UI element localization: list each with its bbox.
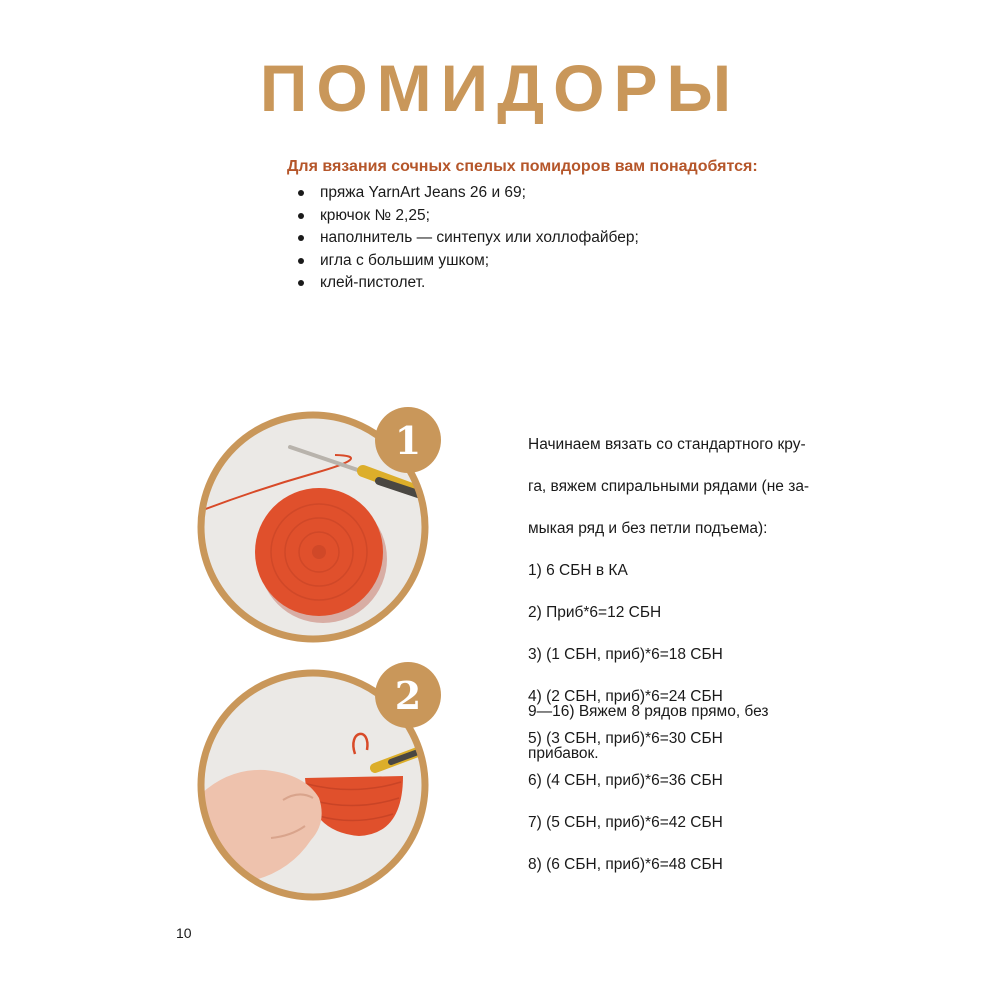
step-2-photo (195, 650, 455, 910)
step-2-instructions (528, 680, 848, 785)
step-1-line: 5) (3 СБН, приб)*6=30 СБН (528, 730, 723, 747)
materials-heading: Для вязания сочных спелых помидоров вам понадобятся: (287, 158, 758, 175)
materials-list (292, 182, 639, 295)
materials-item: пряжа YarnArt Jeans 26 и 69; (292, 182, 639, 205)
step-1-line: 7) (5 СБН, приб)*6=42 СБН (528, 814, 723, 831)
step-1-line: 3) (1 СБН, приб)*6=18 СБН (528, 646, 723, 663)
step-1-line: 1) 6 СБН в КА (528, 562, 628, 579)
step-2-line: прибавок. (528, 745, 599, 762)
step-2-line: 9—16) Вяжем 8 рядов прямо, без (528, 703, 769, 720)
step-1-line: 6) (4 СБН, приб)*6=36 СБН (528, 772, 723, 789)
step-1-line: 8) (6 СБН, приб)*6=48 СБН (528, 856, 723, 873)
step-1-photo (195, 395, 455, 655)
materials-item: крючок № 2,25; (292, 205, 639, 228)
materials-item: игла с большим ушком; (292, 250, 639, 273)
step-1-line: Начинаем вязать со стандартного кру- (528, 436, 806, 453)
step-1-line: мыкая ряд и без петли подъема): (528, 520, 768, 537)
step-1-line: 2) Приб*6=12 СБН (528, 604, 662, 621)
page-number: 10 (176, 925, 192, 941)
materials-item: наполнитель — синтепух или холлофайбер; (292, 227, 639, 250)
materials-item: клей-пистолет. (292, 272, 639, 295)
step-1-line: 4) (2 СБН, приб)*6=24 СБН (528, 688, 723, 705)
step-1-line: га, вяжем спиральными рядами (не за- (528, 478, 810, 495)
step-1-instructions (528, 413, 848, 896)
step-2-number: 2 (394, 673, 422, 718)
step-1-number: 1 (394, 418, 422, 463)
page-title: ПОМИДОРЫ (259, 51, 741, 125)
